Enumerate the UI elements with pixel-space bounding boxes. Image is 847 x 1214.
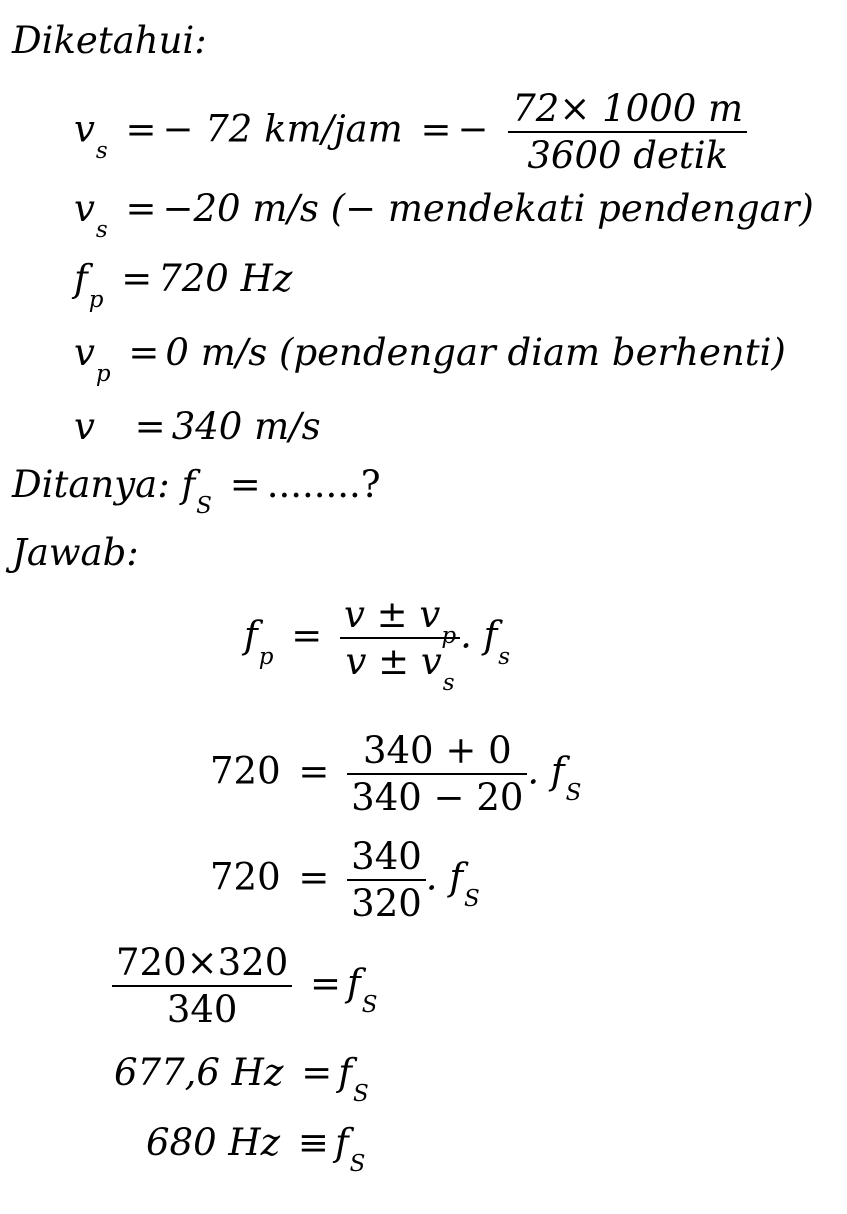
fs-sub: S: [349, 1151, 366, 1177]
times-fs: . f: [527, 749, 565, 793]
fp-sub: p: [88, 287, 104, 313]
vs-var: v: [74, 107, 95, 151]
rounded-value: 680 Hz: [146, 1121, 281, 1164]
vs-var: v: [74, 187, 95, 230]
fs-var: f: [347, 961, 361, 1005]
asked-value: ........?: [266, 463, 381, 506]
den-sub: s: [442, 670, 455, 696]
vs-value: − 72 km/jam: [162, 107, 403, 151]
equals-sign: =: [291, 613, 323, 657]
doppler-formula: [244, 593, 511, 696]
conversion-fraction: [508, 87, 747, 177]
formula-fraction: [340, 593, 460, 696]
simplification-step: [210, 835, 480, 925]
equals-sign: =: [229, 463, 261, 506]
fraction-numerator: 340 + 0: [362, 729, 512, 772]
equals-sign-2: =: [420, 107, 452, 151]
computed-step: [114, 1051, 369, 1107]
vs-sub: s: [95, 137, 108, 164]
fraction-denominator: 340 − 20: [347, 773, 527, 816]
vp-var: v: [74, 331, 95, 374]
fp-var: f: [244, 613, 258, 657]
equals-sign: =: [298, 855, 330, 899]
equals-sign: =: [125, 187, 157, 230]
vp-sub: p: [95, 361, 111, 387]
equals-sign: =: [134, 405, 166, 448]
equals-sign: =: [121, 257, 153, 300]
ditanya-line: [12, 463, 381, 519]
fraction-denominator: 340: [112, 985, 292, 1028]
times-fs: . f: [425, 855, 464, 899]
ditanya-heading: Ditanya:: [12, 463, 170, 506]
vs-value: −20 m/s (− mendekati pendengar): [162, 187, 814, 230]
given-v-line: [74, 405, 321, 448]
fs-var: f: [334, 1121, 349, 1164]
num-sub: p: [441, 623, 457, 649]
computed-value: 677,6 Hz: [114, 1051, 284, 1094]
fs-sub: S: [196, 493, 212, 519]
jawab-heading: Jawab:: [12, 531, 139, 574]
equals-sign: =: [298, 749, 330, 793]
v-var: v: [74, 405, 95, 448]
simplified-fraction: [347, 835, 426, 925]
fs-var: f: [338, 1051, 352, 1094]
fs-sub: S: [464, 885, 480, 912]
vs-sub: s: [95, 217, 108, 243]
fp-value: 720 Hz: [158, 257, 293, 300]
den-expr: v ± v: [345, 640, 442, 683]
diketahui-heading: Diketahui:: [12, 19, 207, 62]
fraction-numerator: 72× 1000 m: [512, 87, 744, 130]
v-value: 340 m/s: [171, 405, 321, 448]
given-vs-line-1: [74, 87, 747, 177]
equivalent-sign: ≡: [297, 1121, 329, 1164]
equals-sign: =: [301, 1051, 333, 1094]
equals-sign: =: [128, 331, 160, 374]
fs-sub: S: [361, 991, 378, 1018]
fs-sub: S: [565, 779, 582, 806]
equals-sign: =: [125, 107, 157, 151]
times-fs: . f: [460, 613, 498, 657]
lhs-value: 720: [210, 855, 281, 899]
substitution-fraction: [347, 729, 527, 819]
given-fp-line: [74, 257, 293, 313]
fp-var: f: [74, 257, 88, 300]
fs-var: f: [181, 463, 196, 506]
final-answer: [146, 1121, 366, 1177]
fs-sub: s: [498, 643, 511, 670]
fraction-denominator: 320: [347, 879, 426, 922]
equals-sign: =: [310, 961, 342, 1005]
fp-sub: p: [258, 643, 274, 670]
substitution-step: [210, 729, 582, 819]
rearranged-fraction: [112, 941, 292, 1031]
fraction-numerator: 720×320: [116, 941, 289, 984]
minus-sign: −: [457, 107, 489, 151]
fs-sub: S: [352, 1081, 369, 1107]
vp-value: 0 m/s (pendengar diam berhenti): [165, 331, 786, 374]
fraction-denominator: 3600 detik: [508, 131, 747, 174]
lhs-value: 720: [210, 749, 281, 793]
rearranged-step: [112, 941, 378, 1031]
given-vs-line-2: [74, 187, 814, 243]
formula-numerator: [340, 593, 460, 649]
given-vp-line: [74, 331, 786, 387]
fraction-numerator: 340: [351, 835, 422, 878]
num-expr: v ± v: [343, 593, 441, 636]
